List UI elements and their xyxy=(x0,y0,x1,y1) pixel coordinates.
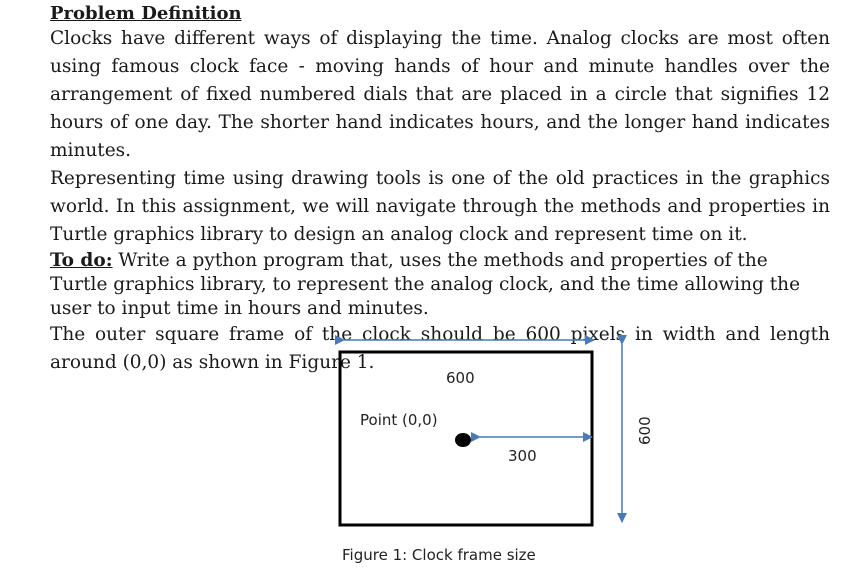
figure-caption: Figure 1: Clock frame size xyxy=(342,546,536,564)
paragraph-frame-size: The outer square frame of the clock should be 600 pixels in width and length around (0,0) as shown in Figure 1. xyxy=(50,324,830,373)
todo-text: Write a python program that, uses the methods and properties of the Turtle graphics library, to represent the analog clock, and the time allowing the user to input time in hours and minutes. xyxy=(50,250,801,319)
height-label: 600 xyxy=(636,416,654,445)
radius-label: 300 xyxy=(508,447,537,465)
point-origin-label: Point (0,0) xyxy=(360,411,438,429)
paragraph-todo xyxy=(50,249,830,321)
clock-frame-figure xyxy=(330,330,654,570)
origin-point-dot xyxy=(455,433,471,447)
paragraph-representing-time: Representing time using drawing tools is one of the old practices in the graphics world. In this assignment, we will navigate through the methods and properties in Turtle graphics library to design an analog clock and represent time on it. xyxy=(50,168,830,245)
document-body xyxy=(50,3,830,377)
figure-drawing xyxy=(330,330,640,570)
problem-definition-heading: Problem Definition xyxy=(50,3,242,24)
paragraph-clocks: Clocks have different ways of displaying the time. Analog clocks are most often using famous clock face - moving hands of hour and minute handles over the arrangement of fixed numbered dials that are placed in a circle that signifies 12 hours of one day. The shorter hand indicates hours, and the longer hand indicates minutes. xyxy=(50,28,830,161)
width-label: 600 xyxy=(446,369,475,387)
todo-label: To do: xyxy=(50,250,113,271)
